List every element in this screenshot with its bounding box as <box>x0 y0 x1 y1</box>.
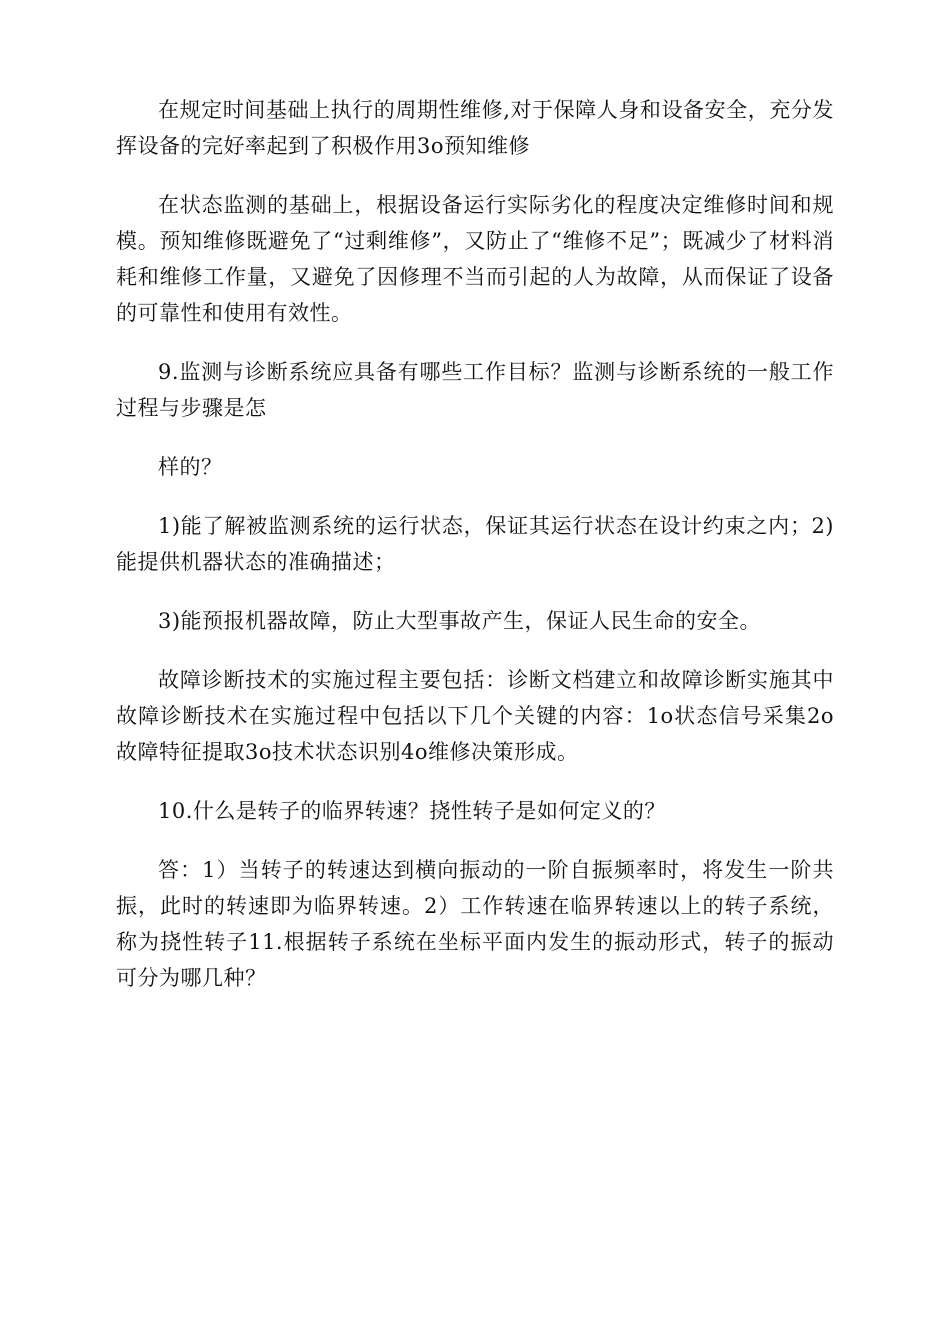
answer-10: 答：1）当转子的转速达到横向振动的一阶自振频率时，将发生一阶共振，此时的转速即为临界转速。2）工作转速在临界转速以上的转子系统，称为挠性转子11.根据转子系统在坐标平面内发生的振动形式，转子的振动可分为哪几种？ <box>116 858 834 990</box>
question-9-heading-continued: 样的？ <box>158 455 223 479</box>
document-body <box>116 92 834 1019</box>
answer-9-goal-3: 3)能预报机器故障，防止大型事故产生，保证人民生命的安全。 <box>158 609 762 633</box>
question-9-heading: 9.监测与诊断系统应具备有哪些工作目标？监测与诊断系统的一般工作过程与步骤是怎 <box>116 360 834 420</box>
paragraph-predictive-maintenance: 在状态监测的基础上，根据设备运行实际劣化的程度决定维修时间和规模。预知维修既避免了“过剩维修”，又防止了“维修不足”；既减少了材料消耗和维修工作量，又避免了因修理不当而引起的人为故障，从而保证了设备的可靠性和使用有效性。 <box>116 193 834 325</box>
answer-9-goals-1-2: 1)能了解被监测系统的运行状态，保证其运行状态在设计约束之内；2)能提供机器状态的准确描述； <box>116 514 834 574</box>
paragraph-periodic-maintenance: 在规定时间基础上执行的周期性维修,对于保障人身和设备安全，充分发挥设备的完好率起到了积极作用3o预知维修 <box>116 98 834 158</box>
question-10-heading: 10.什么是转子的临界转速？挠性转子是如何定义的？ <box>158 799 666 823</box>
answer-9-process: 故障诊断技术的实施过程主要包括：诊断文档建立和故障诊断实施其中故障诊断技术在实施过程中包括以下几个关键的内容：1o状态信号采集2o故障特征提取3o技术状态识别4o维修决策形成。 <box>116 668 834 764</box>
